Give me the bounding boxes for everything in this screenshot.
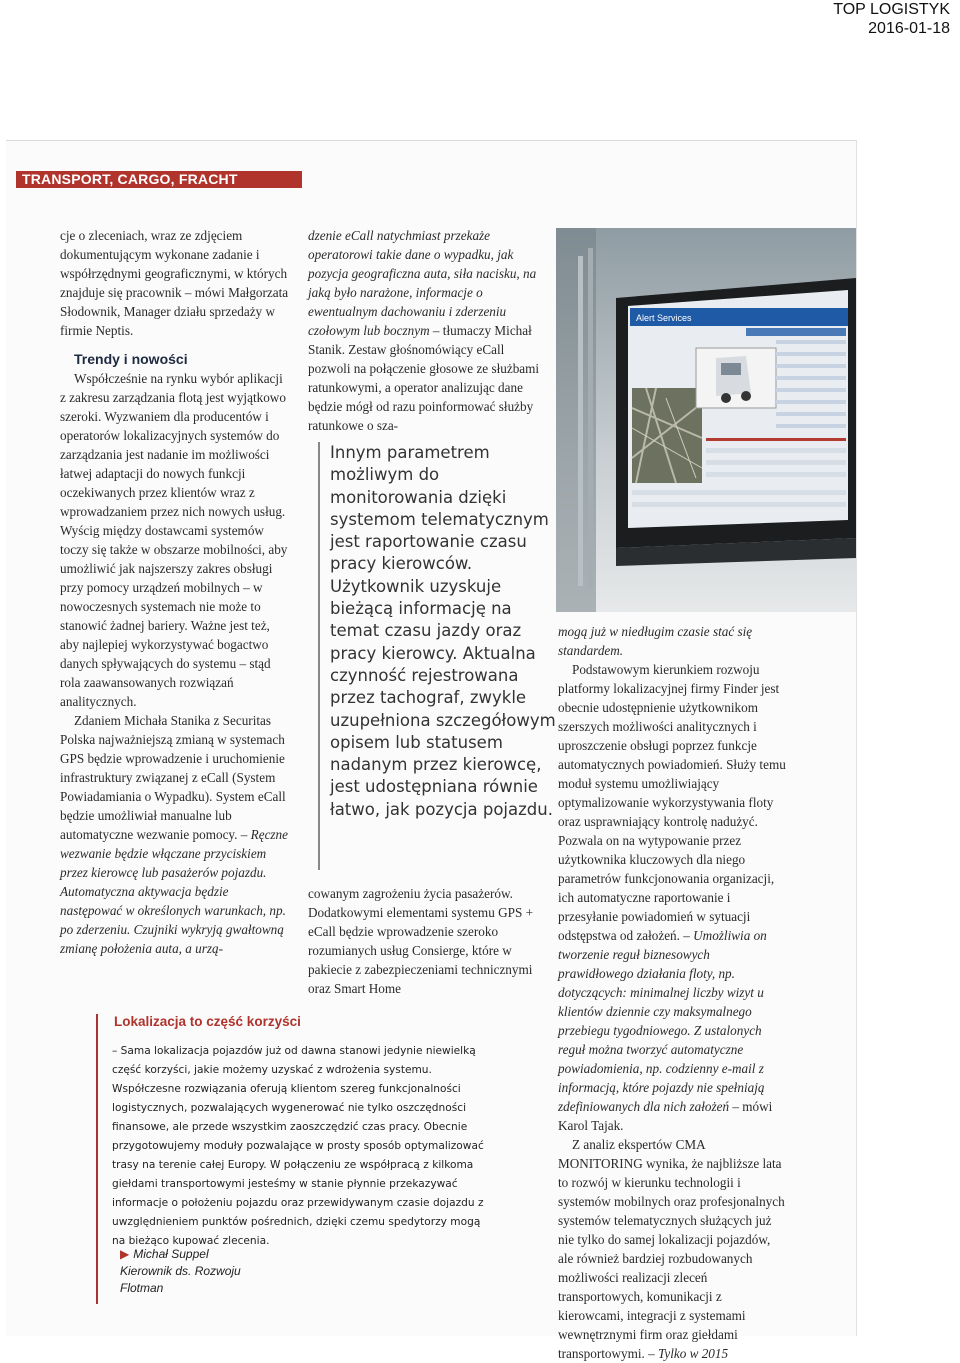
quote-text: Tylko w 2015 — [658, 1346, 729, 1361]
box-title: Lokalizacja to część korzyści — [114, 1014, 301, 1029]
monitor-photo — [556, 228, 856, 612]
pull-quote: Innym parametrem możliwym do monitorowania dzięki systemom telematycznym jest raportowanie czasu pracy kierowców. Użytkownik uzyskuje bieżącą informację na temat czasu jazdy oraz pracy kierowcy. Aktualna czynność rejestrowana przez tachograf, zwykle uzupełniona szczegółowym opisem lub statusem nadanym przez kierowcę, jest udostępniana równie łatwo, jak pozycja pojazdu. — [318, 442, 562, 870]
paragraph: cowanym zagrożeniu życia pasażerów. Dodatkowymi elementami systemu GPS + eCall będzie wprowadzenie szeroko rozumianych usług Consierge, które w pakiecie z zabezpieczeniami technicznymi oraz Smart Home — [308, 886, 534, 996]
section-label: TRANSPORT, CARGO, FRACHT — [22, 171, 238, 187]
paragraph: Współcześnie na rynku wybór aplikacji z zakresu zarządzania flotą jest wyjątkowo szeroki. Wyzwaniem dla producentów i operatorów lokalizacyjnych systemów do zarządzania jest nadanie im możliwości łatwej adaptacji do nowych funkcji oczekiwanych przez klientów wraz z wprowadzaniem przez nich nowych usług. Wyścig między dostawcami systemów toczy się także w obszarze mobilności, aby umożliwić jak najszerszy zakres obsługi przy pomocy urządzeń mobilnych – w nowoczesnych systemach nie może to stanowić żadnej bariery. Ważne jest też, aby najlepiej wykorzystywać bogactwo danych spływających do systemu – stąd rola zaawansowanych rozwiązań analitycznych. — [60, 371, 288, 709]
author-name: Michał Suppel — [133, 1247, 209, 1261]
paragraph-text: Podstawowym kierunkiem rozwoju platformy lokalizacyjnej firmy Finder jest obecnie udostępnienie użytkownikom szerszych możliwości analitycznych i uproszczenie obsługi poprzez funkcje automatycznych powiadomień. Służy temu moduł systemu umożliwiający optymalizowanie wykorzystywania floty oraz usprawniający kontrolę nadużyć. Pozwala on na wytypowanie przez użytkownika kluczowych dla niego parametrów funkcjonowania organizacji, ich automatyczne raportowanie i przesyłanie powiadomień w sytuacji odstępstwa od założeń. – — [558, 662, 786, 943]
paragraph — [558, 1135, 788, 1363]
window-title: Alert Services — [636, 313, 692, 323]
author-company: Flotman — [120, 1281, 164, 1295]
monitor-illustration — [556, 228, 856, 612]
paragraph — [60, 711, 290, 958]
triangle-icon: ▶ — [120, 1247, 130, 1261]
paragraph-text: Zdaniem Michała Stanika z Securitas Polska najważniejszą zmianą w systemach GPS będzie wprowadzenie i uruchomienie infrastruktury związanej z eCall (System Powiadamiania o Wypadku). System eCall będzie umożliwiał manualne lub automatyczne wezwanie pomocy. – — [60, 713, 286, 842]
page-header — [833, 0, 950, 38]
intro-paragraph: cje o zleceniach, wraz ze zdjęciem dokumentującym wykonane zadanie i współrzędnymi geograficznymi, w których znajduje się pracownik – mówi Małgorzata Słodownik, Manager działu sprzedaży w firmie Neptis. — [60, 228, 289, 338]
quote-text: Umożliwia on tworzenie reguł biznesowych prawidłowego działania floty, np. dotyczących: minimalnej liczby wizyt u klientów dziennie czy maksymalnego przebiegu tygodniowego. Z ustalonych reguł można tworzyć automatyczne powiadomienia, np. codzienny e-mail z informacją, które pojazdy nie spełniają zdefiniowanych dla nich założeń — [558, 928, 767, 1114]
column-3 — [558, 622, 788, 1363]
author-role: Kierownik ds. Rozwoju — [120, 1264, 241, 1278]
column-2 — [308, 226, 540, 435]
paragraph — [558, 660, 788, 1135]
box-body: – Sama lokalizacja pojazdów już od dawna stanowi jedynie niewielką część korzyści, jakie możemy uzyskać z wdrożenia systemu. Współczesne rozwiązania oferują klientom szereg funkcjonalności logistycznych, pozwalających wygenerować nie tylko oszczędności finansowe, ale przede wszystkim zaoszczędzić czas pracy. Obecnie przygotowujemy moduły pozwalające w prosty sposób optymalizować trasy na terenie całej Europy. W połączeniu ze współpracą z kilkoma giełdami transportowymi jesteśmy w stanie płynnie przekazywać informacje o położeniu pojazdu oraz przewidywanym czasie dojazdu z uwzględnieniem punktów pośrednich, dzięki czemu spedytorzy mogą na bieżąco kupować zlecenia. — [112, 1045, 484, 1247]
column-1 — [60, 226, 290, 958]
paragraph: mogą już w niedługim czasie stać się standardem. — [558, 624, 753, 658]
quote-text: Ręczne wezwanie będzie włączane przyciskiem przez kierowcę lub pasażerów pojazdu. Automatyczna aktywacja będzie następować w określonych warunkach, np. po zderzeniu. Czujniki wykryją gwałtowną zmianę położenia auta, a urzą- — [60, 827, 288, 956]
paragraph-text: – mówi Karol Tajak. — [558, 1099, 773, 1133]
paragraph-text: – tłumaczy Michał Stanik. Zestaw głośnomówiący eCall pozwoli na połączenie głosowe ze służbami ratunkowymi, a operator analizując dane będzie mógł od razu poinformować służby ratunkowe o sza- — [308, 323, 540, 433]
header-source: TOP LOGISTYK — [833, 1, 950, 18]
quote-text: dzenie eCall natychmiast przekaże operatorowi takie dane o wypadku, jak pozycja geograficzna auta, siła nacisku, na jaką było narażone, informacje o ewentualnym dachowaniu i zderzeniu czołowym lub bocznym — [308, 228, 537, 338]
paragraph — [308, 226, 540, 435]
author-signature — [120, 1246, 241, 1297]
column-2-continued — [308, 884, 540, 998]
header-date: 2016-01-18 — [868, 20, 950, 37]
subheading: Trendy i nowości — [74, 351, 188, 367]
paragraph-text: Z analiz ekspertów CMA MONITORING wynika, że najbliższe lata to rozwój w kierunku technologii i systemów mobilnych oraz profesjonalnych systemów telematycznych służących już nie tylko do samej lokalizacji pojazdów, ale również bardziej rozbudowanych możliwości realizacji zleceń transportowych, komunikacji z kierowcami, integracji z systemami wewnętrznymi firm oraz giełdami transportowymi. – — [558, 1137, 785, 1361]
section-banner — [16, 171, 302, 188]
